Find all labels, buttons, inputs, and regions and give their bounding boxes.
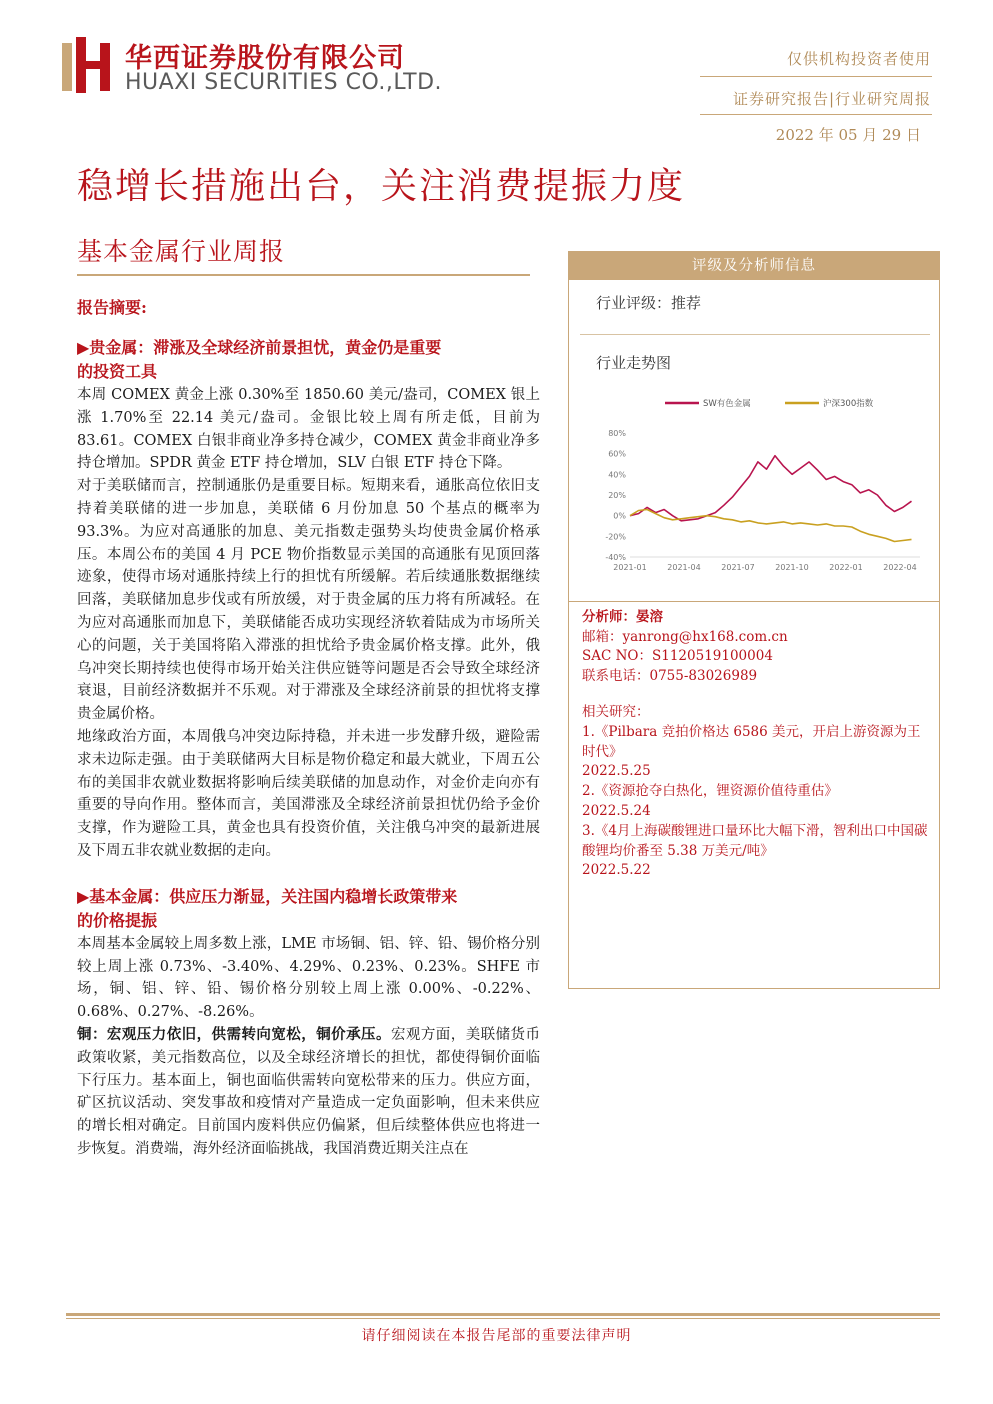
- analyst-sac: SAC NO：S1120519100004: [582, 648, 773, 664]
- header-rule: [700, 114, 932, 115]
- trend-chart-title: 行业走势图: [596, 354, 672, 372]
- paragraph-body: 宏观方面，美联储货币政策收紧，美元指数高位，以及全球经济增长的担忧，都使得铜价面临下行压力。基本面上，铜也面临供需转向宽松带来的压力。供应方面，矿区抗议活动、突发事故和疫情对产量造成一定负面影响，但未来供应的增长相对确定。目前国内废料供应仍偏紧，但后续整体供应也将进一步恢复。消费端，海外经济面临挑战，我国消费近期关注点在: [77, 1026, 541, 1157]
- section-title: 的价格提振: [77, 910, 158, 930]
- related-item-date: 2022.5.22: [582, 862, 651, 879]
- company-name-cn: 华西证券股份有限公司: [125, 43, 405, 74]
- y-tick-label: -20%: [605, 532, 626, 542]
- x-tick-label: 2021-04: [667, 563, 701, 572]
- y-tick-label: 60%: [608, 449, 626, 459]
- chart-series: [630, 456, 912, 542]
- related-item-title[interactable]: 1.《Pilbara 竞拍价格达 6586 美元，开启上游资源为王时代》: [582, 723, 921, 760]
- footer-legal-note: 请仔细阅读在本报告尾部的重要法律声明: [361, 1328, 632, 1344]
- report-subtitle: 基本金属行业周报: [77, 237, 286, 266]
- related-item-date: 2022.5.25: [582, 763, 651, 780]
- report-title: 稳增长措施出台，关注消费提振力度: [77, 166, 686, 207]
- x-tick-label: 2022-01: [829, 563, 863, 572]
- x-axis: [613, 557, 920, 572]
- analyst-phone: 联系电话：0755-83026989: [582, 667, 758, 684]
- paragraph-lead: 铜：宏观压力依旧，供需转向宽松，铜价承压。: [77, 1025, 391, 1043]
- y-axis: [605, 429, 626, 562]
- y-tick-label: 20%: [608, 491, 626, 500]
- report-type: 证券研究报告|行业研究周报: [732, 90, 931, 108]
- industry-trend-chart: [590, 385, 935, 580]
- panel-divider: [580, 334, 930, 335]
- paragraph: 本周基本金属较上周多数上涨，LME 市场铜、铝、锌、铅、锡价格分别较上周上涨 0.73%、-3.40%、4.29%、0.23%、0.23%。SHFE 市场，铜、铝、锌、铅、锡价格分别较上周上涨 0.00%、-0.22%、0.68%、0.27%、-8.26%。: [77, 935, 540, 1021]
- related-label: 相关研究：: [582, 704, 650, 720]
- x-tick-label: 2022-04: [883, 563, 917, 572]
- paragraph: 对于美联储而言，控制通胀仍是重要目标。短期来看，通胀高位依旧支持着美联储的进一步加息，美联储 6 月份加息 50 个基点的概率为 93.3%。为应对高通胀的加息、美元指数走强势头均使贵金属价格承压。本周公布的美国 4 月 PCE 物价指数显示美国的高通胀有见顶回落迹象，使得市场对通胀持续上行的担忧有所缓解。若后续通胀数据继续回落，美联储加息步伐或有所放缓，对于贵金属的压力将有所减轻。在为应对高通胀而加息下，美联储能否成功实现经济软着陆成为市场所关心的问题，关于美国将陷入滞涨的担忧给予贵金属价格支撑。此外，俄乌冲突长期持续也使得市场开始关注供应链等问题是否会导致全球经济衰退，目前经济数据并不乐观。对于滞涨及全球经济前景的担忧将支撑贵金属价格。: [77, 478, 540, 723]
- panel-divider: [568, 601, 940, 602]
- section-title: ▶基本金属：供应压力渐显，关注国内稳增长政策带来: [77, 886, 458, 906]
- legend-label: 沪深300指数: [823, 399, 874, 409]
- paragraph: 本周 COMEX 黄金上涨 0.30%至 1850.60 美元/盎司，COMEX 银上涨 1.70%至 22.14 美元/盎司。金银比较上周有所走低，目前为 83.61。COMEX 白银非商业净多持仓减少，COMEX 黄金非商业净多持仓增加。SPDR 黄金 ETF 持仓增加，SLV 白银 ETF 持仓下降。: [77, 387, 540, 472]
- header-rule: [700, 76, 932, 77]
- series-line: [630, 456, 912, 521]
- analyst-info: [582, 608, 932, 686]
- series-line: [630, 510, 912, 542]
- x-tick-label: 2021-10: [775, 563, 809, 572]
- x-tick-label: 2021-07: [721, 563, 755, 572]
- analyst-name: 分析师：晏溶: [582, 609, 663, 625]
- company-name-en: HUAXI SECURITIES CO.,LTD.: [125, 70, 443, 95]
- y-tick-label: 0%: [613, 511, 626, 521]
- summary-column: [77, 296, 540, 1161]
- section-title: 的投资工具: [77, 362, 158, 381]
- y-tick-label: 80%: [608, 429, 626, 438]
- legend-label: SW有色金属: [703, 399, 751, 409]
- paragraph: 地缘政治方面，本周俄乌冲突边际持稳，并未进一步发酵升级，避险需求未边际走强。由于美联储两大目标是物价稳定和最大就业，下周五公布的美国非农就业数据将影响后续美联储的加息动作，对金价走向亦有重要的导向作用。整体而言，美国滞涨及全球经济前景担忧仍给予金价支撑，作为避险工具，黄金也具有投资价值，关注俄乌冲突的最新进展及下周五非农就业数据的走向。: [77, 728, 540, 859]
- summary-heading: 报告摘要:: [77, 298, 147, 317]
- disclaimer: 仅供机构投资者使用: [786, 50, 931, 68]
- paragraph: [77, 1024, 540, 1161]
- section-title: ▶贵金属：滞涨及全球经济前景担忧，黄金仍是重要: [77, 338, 442, 357]
- huaxi-logo-icon: [62, 37, 112, 93]
- industry-rating: 行业评级：推荐: [596, 294, 702, 312]
- subtitle-rule: [77, 274, 530, 276]
- chart-legend: [665, 398, 874, 409]
- report-date: 2022 年 05 月 29 日: [775, 126, 921, 144]
- y-tick-label: -40%: [605, 553, 626, 562]
- related-item-title[interactable]: 3.《4月上海碳酸锂进口量环比大幅下滑，智利出口中国碳酸锂均价番至 5.38 万美元/吨》: [582, 822, 928, 859]
- panel-header: 评级及分析师信息: [569, 252, 939, 280]
- footer-rule: [66, 1313, 940, 1316]
- x-tick-label: 2021-01: [613, 563, 647, 572]
- footer-rule: [66, 1318, 940, 1319]
- related-item-title[interactable]: 2.《资源抢夺白热化，锂资源价值待重估》: [582, 783, 838, 800]
- y-tick-label: 40%: [608, 470, 626, 480]
- related-item-date: 2022.5.24: [582, 802, 651, 819]
- analyst-email: 邮箱：yanrong@hx168.com.cn: [582, 628, 788, 645]
- related-research: [582, 703, 932, 881]
